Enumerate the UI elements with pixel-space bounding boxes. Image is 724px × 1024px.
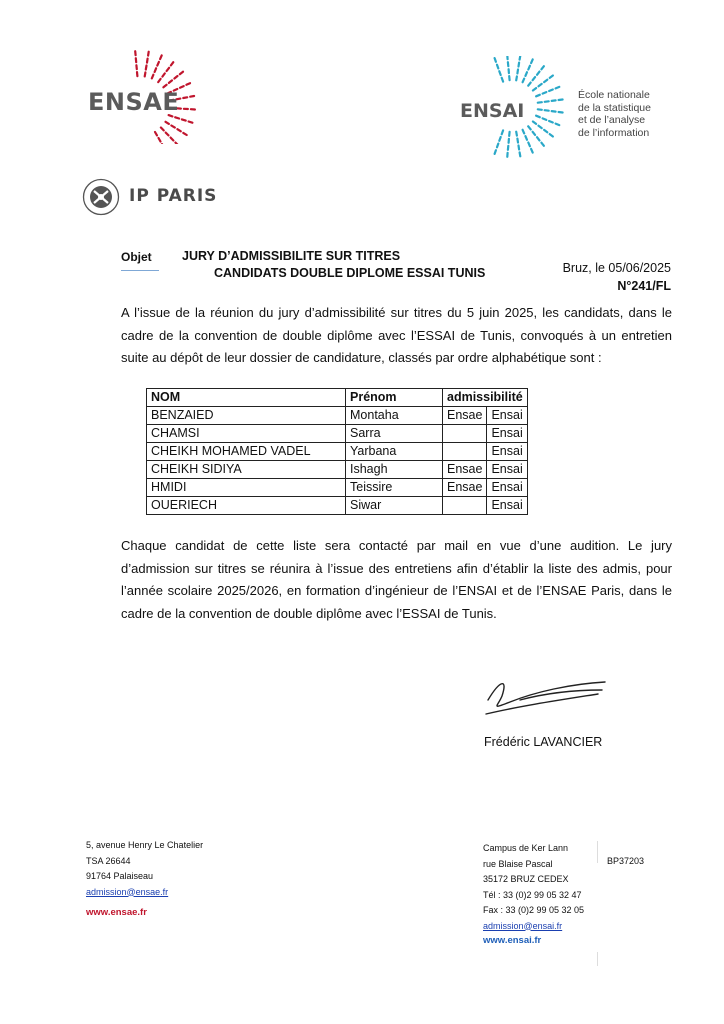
- logo-ray: [519, 146, 520, 150]
- logo-ray: [531, 149, 533, 153]
- cell-admissibilite-ensae: [443, 497, 487, 515]
- header-prenom: Prénom: [346, 389, 443, 407]
- ensai-wordmark: ENSAI: [460, 100, 525, 122]
- logo-ray: [161, 128, 164, 131]
- cell-nom: OUERIECH: [147, 497, 346, 515]
- logo-ray: [550, 76, 553, 78]
- logo-ray: [552, 100, 556, 101]
- logo-ray: [556, 124, 560, 126]
- logo-ray: [559, 100, 563, 101]
- ip-paris-logo: [82, 178, 242, 220]
- subject-line-2: CANDIDATS DOUBLE DIPLOME ESSAI TUNIS: [214, 266, 486, 280]
- header-admissibilite: admissibilité: [443, 389, 528, 407]
- logo-ray: [528, 83, 531, 86]
- logo-ray: [166, 133, 169, 136]
- address-line: Campus de Ker Lann: [483, 843, 569, 853]
- logo-ray: [525, 136, 527, 140]
- logo-ray: [146, 66, 147, 70]
- logo-ray: [516, 132, 517, 136]
- logo-ray: [523, 79, 525, 83]
- logo-ray: [523, 130, 525, 134]
- phone-line: Tél : 33 (0)2 99 05 32 47: [483, 889, 582, 900]
- table-row: [147, 497, 528, 515]
- ensae-email-link[interactable]: admission@ensae.fr: [86, 886, 169, 897]
- cell-nom: CHEIKH MOHAMED VADEL: [147, 443, 346, 461]
- cell-admissibilite-ensai: Ensai: [487, 407, 527, 425]
- ensae-logo: [78, 44, 218, 144]
- logo-ray: [160, 55, 162, 59]
- cell-nom: CHAMSI: [147, 425, 346, 443]
- logo-ray: [519, 63, 520, 67]
- table-row: [147, 425, 528, 443]
- letter-reference: N°241/FL: [617, 279, 671, 293]
- postal-box: BP37203: [607, 856, 645, 866]
- logo-ray: [545, 101, 549, 102]
- logo-ray: [502, 130, 503, 134]
- logo-ray: [552, 111, 556, 112]
- logo-ray: [541, 143, 544, 146]
- logo-ray: [162, 73, 164, 76]
- cell-admissibilite-ensai: Ensai: [487, 461, 527, 479]
- logo-ray: [537, 72, 540, 75]
- cell-prenom: Siwar: [346, 497, 443, 515]
- logo-ray: [528, 66, 530, 70]
- address-line: 35172 BRUZ CEDEX: [483, 874, 569, 884]
- logo-ray: [533, 132, 536, 135]
- logo-ray: [155, 68, 157, 72]
- logo-ray: [517, 139, 518, 143]
- intro-paragraph: A l’issue de la réunion du jury d’admissibilité sur titres du 5 juin 2025, les candidats, dans le cadre de la convention de double diplôme avec l’ESSAI de Tunis, convoqués à un entretien suite au dépôt de leur dossier de candidature, classés par ordre alphabétique sont :: [121, 305, 672, 365]
- address-line: 5, avenue Henry Le Chatelier: [86, 840, 204, 850]
- logo-ray: [516, 76, 517, 80]
- logo-ray: [502, 78, 503, 82]
- cell-admissibilite-ensae: [443, 443, 487, 461]
- cell-nom: CHEIKH SIDIYA: [147, 461, 346, 479]
- logo-ray: [541, 66, 544, 69]
- logo-ray: [186, 83, 190, 85]
- logo-ray: [174, 76, 177, 79]
- table-row: [147, 443, 528, 461]
- logo-ray: [171, 126, 174, 128]
- logo-ray: [525, 72, 527, 76]
- candidates-table: [146, 388, 528, 515]
- ensai-tagline-line: de la statistique: [578, 101, 651, 114]
- ensai-tagline: [578, 89, 651, 139]
- ensai-email-link[interactable]: admission@ensai.fr: [483, 920, 563, 931]
- ensai-tagline-line: École nationale: [578, 89, 650, 101]
- logo-ray: [145, 72, 146, 76]
- footer-ensai-address: [483, 841, 584, 934]
- cell-admissibilite-ensai: Ensai: [487, 479, 527, 497]
- logo-ray: [533, 122, 536, 124]
- cell-admissibilite-ensae: [443, 425, 487, 443]
- table-row: [147, 479, 528, 497]
- logo-ray: [495, 58, 496, 62]
- logo-ray: [549, 90, 553, 92]
- logo-ray: [157, 62, 159, 66]
- cell-nom: HMIDI: [147, 479, 346, 497]
- logo-ray: [167, 68, 170, 71]
- logo-ray: [148, 52, 149, 56]
- cell-prenom: Sarra: [346, 425, 443, 443]
- cell-admissibilite-ensai: Ensai: [487, 425, 527, 443]
- cell-admissibilite-ensai: Ensai: [487, 497, 527, 515]
- cell-prenom: Montaha: [346, 407, 443, 425]
- logo-ray: [550, 134, 553, 136]
- logo-ray: [180, 72, 183, 75]
- address-line: 91764 Palaiseau: [86, 871, 154, 881]
- logo-ray: [158, 79, 160, 82]
- header-nom: NOM: [147, 389, 346, 407]
- logo-ray: [497, 65, 498, 69]
- ensai-tagline-line: de l’information: [578, 126, 650, 139]
- logo-ray: [176, 143, 179, 144]
- logo-ray: [528, 143, 530, 147]
- logo-ray: [544, 80, 547, 82]
- cell-admissibilite-ensae: Ensae: [443, 407, 487, 425]
- logo-ray: [183, 97, 187, 98]
- footer-divider: [597, 952, 598, 966]
- logo-ray: [531, 59, 533, 63]
- logo-ray: [152, 75, 154, 79]
- ip-paris-wordmark: IP PARIS: [129, 186, 218, 206]
- table-row: [147, 461, 528, 479]
- logo-ray: [495, 150, 496, 154]
- address-line: rue Blaise Pascal: [483, 858, 553, 869]
- logo-ray: [533, 88, 536, 90]
- logo-ray: [536, 95, 540, 97]
- logo-ray: [497, 144, 498, 148]
- logo-ray: [190, 96, 194, 97]
- logo-ray: [177, 129, 180, 131]
- letter-date: Bruz, le 05/06/2025: [562, 261, 671, 275]
- objet-label: Objet: [121, 250, 152, 264]
- ensai-logo: [452, 56, 572, 168]
- logo-ray: [169, 80, 172, 83]
- logo-ray: [520, 56, 521, 60]
- cell-admissibilite-ensai: Ensai: [487, 443, 527, 461]
- logo-ray: [528, 126, 531, 129]
- signer-name: Frédéric LAVANCIER: [484, 735, 603, 749]
- footer-divider: [597, 841, 598, 863]
- logo-ray: [147, 59, 148, 63]
- logo-ray: [189, 122, 193, 123]
- logo-ray: [556, 87, 560, 89]
- footer-ensae-address: [86, 838, 203, 900]
- logo-ray: [182, 119, 186, 120]
- logo-ray: [517, 70, 518, 74]
- cell-prenom: Yarbana: [346, 443, 443, 461]
- address-line: TSA 26644: [86, 855, 131, 866]
- fax-line: Fax : 33 (0)2 99 05 32 05: [483, 905, 585, 915]
- logo-ray: [538, 109, 542, 110]
- logo-ray: [533, 77, 536, 80]
- logo-ray: [180, 86, 184, 88]
- logo-ray: [545, 110, 549, 111]
- logo-ray: [155, 132, 157, 135]
- logo-ray: [183, 133, 186, 135]
- logo-ray: [171, 62, 173, 65]
- ensae-website-link[interactable]: www.ensae.fr: [86, 907, 147, 918]
- logo-ray: [539, 126, 542, 128]
- logo-ray: [544, 130, 547, 132]
- logo-ray: [537, 137, 540, 140]
- cell-prenom: Ishagh: [346, 461, 443, 479]
- logo-ray: [171, 138, 174, 141]
- cell-admissibilite-ensae: Ensae: [443, 461, 487, 479]
- subject-line-1: JURY D’ADMISSIBILITE SUR TITRES: [182, 249, 401, 263]
- handwritten-signature: [480, 670, 620, 720]
- logo-ray: [166, 122, 169, 124]
- logo-ray: [159, 138, 161, 142]
- cell-nom: BENZAIED: [147, 407, 346, 425]
- table-row: [147, 407, 528, 425]
- logo-ray: [499, 71, 500, 75]
- ensai-website-link[interactable]: www.ensai.fr: [483, 935, 542, 946]
- logo-ray: [549, 121, 553, 123]
- logo-ray: [543, 118, 547, 120]
- table-header-row: [147, 389, 528, 407]
- logo-ray: [543, 92, 547, 94]
- ensae-wordmark: ENSAE: [88, 88, 180, 116]
- logo-ray: [520, 152, 521, 156]
- logo-ray: [559, 112, 563, 113]
- logo-ray: [539, 84, 542, 86]
- polytechnique-seal-icon: [82, 178, 120, 216]
- logo-ray: [163, 85, 166, 88]
- objet-underline: [121, 270, 159, 271]
- logo-ray: [499, 137, 500, 141]
- logo-ray: [175, 117, 179, 118]
- ensai-tagline-line: et de l’analyse: [578, 114, 646, 126]
- logo-ray: [536, 116, 540, 118]
- conclusion-paragraph: Chaque candidat de cette liste sera contacté par mail en vue d’une audition. Le jury d’admission sur titres se réunira à l’issue des entretiens afin d’établir la liste des admis, pour l’année scolaire 2025/2026, en formation d’ingénieur de l’ENSAI et de l’ENSAE Paris, dans le cadre de la convention de double diplôme avec l’ESSAI de Tunis.: [121, 538, 672, 621]
- cell-prenom: Teissire: [346, 479, 443, 497]
- cell-admissibilite-ensae: Ensae: [443, 479, 487, 497]
- logo-ray: [538, 102, 542, 103]
